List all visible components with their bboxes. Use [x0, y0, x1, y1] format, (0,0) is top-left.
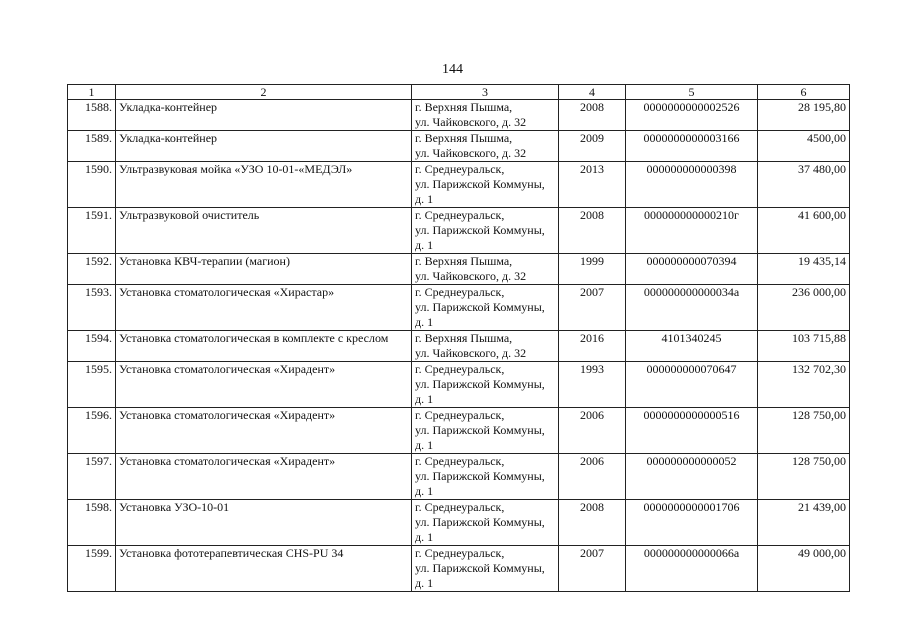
- cost-cell: 128 750,00: [758, 454, 850, 500]
- year-cell: 2016: [559, 331, 626, 362]
- address-cell: [412, 100, 559, 131]
- row-number-cell: 1596.: [68, 408, 116, 454]
- table-row: [68, 546, 850, 592]
- inventory-number-cell: 0000000000001706: [626, 500, 758, 546]
- address-line: ул. Чайковского, д. 32: [415, 269, 527, 283]
- address-line: ул. Парижской Коммуны,: [415, 515, 545, 529]
- year-cell: 2008: [559, 208, 626, 254]
- cost-cell: 49 000,00: [758, 546, 850, 592]
- item-name-cell: Установка стоматологическая «Хирастар»: [116, 285, 412, 331]
- inventory-number-cell: 000000000070647: [626, 362, 758, 408]
- year-cell: 2006: [559, 408, 626, 454]
- item-name-cell: Установка стоматологическая «Хирадент»: [116, 454, 412, 500]
- address-line: г. Среднеуральск,: [415, 454, 505, 468]
- address-line: ул. Чайковского, д. 32: [415, 115, 527, 129]
- address-line: г. Среднеуральск,: [415, 162, 505, 176]
- address-line: ул. Парижской Коммуны,: [415, 423, 545, 437]
- cost-cell: 37 480,00: [758, 162, 850, 208]
- address-cell: [412, 162, 559, 208]
- year-cell: 2009: [559, 131, 626, 162]
- item-name-cell: Ультразвуковая мойка «УЗО 10-01-«МЕДЭЛ»: [116, 162, 412, 208]
- address-cell: [412, 331, 559, 362]
- inventory-number-cell: 000000000000052: [626, 454, 758, 500]
- table-body: [68, 100, 850, 592]
- inventory-number-cell: 000000000000066а: [626, 546, 758, 592]
- address-line: д. 1: [415, 530, 434, 544]
- year-cell: 2013: [559, 162, 626, 208]
- cost-cell: 28 195,80: [758, 100, 850, 131]
- item-name-cell: Установка УЗО-10-01: [116, 500, 412, 546]
- address-line: ул. Парижской Коммуны,: [415, 177, 545, 191]
- address-cell: [412, 546, 559, 592]
- address-line: г. Верхняя Пышма,: [415, 100, 513, 114]
- cost-cell: 19 435,14: [758, 254, 850, 285]
- address-cell: [412, 254, 559, 285]
- table-row: [68, 285, 850, 331]
- address-line: г. Среднеуральск,: [415, 362, 505, 376]
- cost-cell: 128 750,00: [758, 408, 850, 454]
- address-line: ул. Парижской Коммуны,: [415, 561, 545, 575]
- address-cell: [412, 208, 559, 254]
- table-header-row: [68, 85, 850, 100]
- address-line: д. 1: [415, 315, 434, 329]
- address-line: г. Верхняя Пышма,: [415, 254, 513, 268]
- column-header: 3: [412, 85, 559, 100]
- inventory-number-cell: 000000000070394: [626, 254, 758, 285]
- inventory-number-cell: 4101340245: [626, 331, 758, 362]
- address-line: ул. Парижской Коммуны,: [415, 469, 545, 483]
- year-cell: 2008: [559, 500, 626, 546]
- item-name-cell: Установка КВЧ-терапии (магион): [116, 254, 412, 285]
- cost-cell: 41 600,00: [758, 208, 850, 254]
- address-line: д. 1: [415, 438, 434, 452]
- year-cell: 2008: [559, 100, 626, 131]
- item-name-cell: Установка фототерапевтическая CHS-PU 34: [116, 546, 412, 592]
- address-line: г. Среднеуральск,: [415, 285, 505, 299]
- row-number-cell: 1592.: [68, 254, 116, 285]
- address-cell: [412, 131, 559, 162]
- address-cell: [412, 362, 559, 408]
- address-line: г. Среднеуральск,: [415, 408, 505, 422]
- address-line: ул. Парижской Коммуны,: [415, 300, 545, 314]
- row-number-cell: 1599.: [68, 546, 116, 592]
- table-row: [68, 131, 850, 162]
- row-number-cell: 1590.: [68, 162, 116, 208]
- table-row: [68, 162, 850, 208]
- address-line: ул. Парижской Коммуны,: [415, 223, 545, 237]
- row-number-cell: 1589.: [68, 131, 116, 162]
- table-row: [68, 208, 850, 254]
- cost-cell: 132 702,30: [758, 362, 850, 408]
- item-name-cell: Ультразвуковой очиститель: [116, 208, 412, 254]
- address-line: ул. Чайковского, д. 32: [415, 346, 527, 360]
- column-header: 6: [758, 85, 850, 100]
- inventory-number-cell: 0000000000000516: [626, 408, 758, 454]
- row-number-cell: 1588.: [68, 100, 116, 131]
- year-cell: 2006: [559, 454, 626, 500]
- address-line: ул. Парижской Коммуны,: [415, 377, 545, 391]
- address-line: д. 1: [415, 238, 434, 252]
- inventory-number-cell: 000000000000398: [626, 162, 758, 208]
- column-header: 4: [559, 85, 626, 100]
- year-cell: 1999: [559, 254, 626, 285]
- row-number-cell: 1591.: [68, 208, 116, 254]
- item-name-cell: Укладка-контейнер: [116, 131, 412, 162]
- cost-cell: 21 439,00: [758, 500, 850, 546]
- table-row: [68, 500, 850, 546]
- address-line: г. Верхняя Пышма,: [415, 331, 513, 345]
- address-line: д. 1: [415, 192, 434, 206]
- column-header: 2: [116, 85, 412, 100]
- column-header: 1: [68, 85, 116, 100]
- row-number-cell: 1593.: [68, 285, 116, 331]
- inventory-number-cell: 0000000000003166: [626, 131, 758, 162]
- address-line: г. Среднеуральск,: [415, 500, 505, 514]
- row-number-cell: 1595.: [68, 362, 116, 408]
- table-row: [68, 254, 850, 285]
- asset-registry-table: [67, 84, 850, 592]
- table-row: [68, 100, 850, 131]
- cost-cell: 103 715,88: [758, 331, 850, 362]
- address-cell: [412, 500, 559, 546]
- cost-cell: 4500,00: [758, 131, 850, 162]
- item-name-cell: Укладка-контейнер: [116, 100, 412, 131]
- table-row: [68, 454, 850, 500]
- row-number-cell: 1598.: [68, 500, 116, 546]
- address-line: д. 1: [415, 392, 434, 406]
- year-cell: 2007: [559, 285, 626, 331]
- address-line: д. 1: [415, 484, 434, 498]
- address-line: г. Среднеуральск,: [415, 546, 505, 560]
- item-name-cell: Установка стоматологическая «Хирадент»: [116, 408, 412, 454]
- address-cell: [412, 408, 559, 454]
- address-line: г. Верхняя Пышма,: [415, 131, 513, 145]
- row-number-cell: 1594.: [68, 331, 116, 362]
- address-line: д. 1: [415, 576, 434, 590]
- page-number: 144: [442, 62, 463, 77]
- address-cell: [412, 285, 559, 331]
- inventory-number-cell: 000000000000034а: [626, 285, 758, 331]
- year-cell: 2007: [559, 546, 626, 592]
- address-line: ул. Чайковского, д. 32: [415, 146, 527, 160]
- cost-cell: 236 000,00: [758, 285, 850, 331]
- address-line: г. Среднеуральск,: [415, 208, 505, 222]
- item-name-cell: Установка стоматологическая в комплекте с креслом: [116, 331, 412, 362]
- column-header: 5: [626, 85, 758, 100]
- inventory-number-cell: 0000000000002526: [626, 100, 758, 131]
- year-cell: 1993: [559, 362, 626, 408]
- inventory-number-cell: 000000000000210г: [626, 208, 758, 254]
- table-row: [68, 408, 850, 454]
- address-cell: [412, 454, 559, 500]
- item-name-cell: Установка стоматологическая «Хирадент»: [116, 362, 412, 408]
- table-row: [68, 362, 850, 408]
- table-row: [68, 331, 850, 362]
- row-number-cell: 1597.: [68, 454, 116, 500]
